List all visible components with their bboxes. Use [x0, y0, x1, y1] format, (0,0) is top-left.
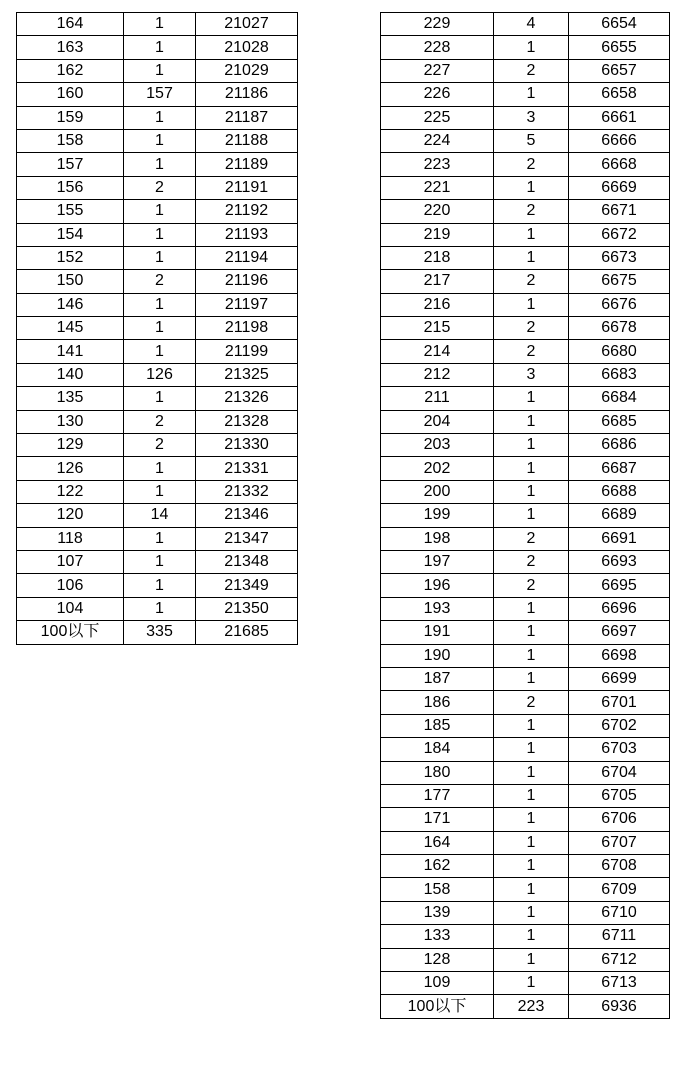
score-cell: 158	[381, 878, 494, 901]
count-cell: 1	[124, 387, 196, 410]
score-cell: 155	[17, 200, 124, 223]
count-cell: 1	[494, 901, 569, 924]
score-cell: 199	[381, 504, 494, 527]
count-cell: 126	[124, 363, 196, 386]
table-row	[381, 831, 670, 854]
count-cell: 1	[494, 457, 569, 480]
table-row	[381, 527, 670, 550]
table-row	[381, 597, 670, 620]
count-cell: 157	[124, 83, 196, 106]
score-cell: 158	[17, 129, 124, 152]
cumulative-cell: 21331	[196, 457, 298, 480]
cumulative-cell: 6684	[569, 387, 670, 410]
cumulative-cell: 21198	[196, 317, 298, 340]
cumulative-cell: 6671	[569, 200, 670, 223]
cumulative-cell: 6668	[569, 153, 670, 176]
table-row	[17, 574, 298, 597]
score-cell: 203	[381, 434, 494, 457]
table-row	[381, 270, 670, 293]
count-cell: 1	[494, 925, 569, 948]
score-cell: 150	[17, 270, 124, 293]
count-cell: 1	[124, 317, 196, 340]
score-cell: 157	[17, 153, 124, 176]
count-cell: 1	[124, 106, 196, 129]
table-row	[381, 948, 670, 971]
cumulative-cell: 6699	[569, 667, 670, 690]
table-row	[381, 691, 670, 714]
table-row	[17, 59, 298, 82]
count-cell: 1	[124, 200, 196, 223]
table-row	[381, 574, 670, 597]
cumulative-cell: 6693	[569, 550, 670, 573]
cumulative-cell: 21189	[196, 153, 298, 176]
count-cell: 14	[124, 504, 196, 527]
count-cell: 2	[124, 410, 196, 433]
cumulative-cell: 6704	[569, 761, 670, 784]
table-row	[381, 317, 670, 340]
score-cell: 202	[381, 457, 494, 480]
table-row	[381, 504, 670, 527]
table-row	[17, 457, 298, 480]
cumulative-cell: 21029	[196, 59, 298, 82]
cumulative-cell: 21196	[196, 270, 298, 293]
cumulative-cell: 6688	[569, 480, 670, 503]
cumulative-cell: 6669	[569, 176, 670, 199]
cumulative-cell: 6686	[569, 434, 670, 457]
table-row	[17, 36, 298, 59]
cumulative-cell: 6702	[569, 714, 670, 737]
score-cell: 184	[381, 738, 494, 761]
score-cell: 186	[381, 691, 494, 714]
table-row	[381, 972, 670, 995]
left-score-table	[16, 12, 298, 645]
cumulative-cell: 6657	[569, 59, 670, 82]
table-row	[17, 363, 298, 386]
count-cell: 1	[124, 480, 196, 503]
count-cell: 1	[494, 948, 569, 971]
score-cell: 129	[17, 434, 124, 457]
score-cell: 225	[381, 106, 494, 129]
score-cell: 133	[381, 925, 494, 948]
cumulative-cell: 21326	[196, 387, 298, 410]
count-cell: 1	[124, 13, 196, 36]
cumulative-cell: 6712	[569, 948, 670, 971]
cumulative-cell: 21191	[196, 176, 298, 199]
cumulative-cell: 6703	[569, 738, 670, 761]
count-cell: 1	[494, 972, 569, 995]
score-cell: 185	[381, 714, 494, 737]
cumulative-cell: 6678	[569, 317, 670, 340]
count-cell: 2	[494, 550, 569, 573]
table-row	[17, 317, 298, 340]
score-cell: 197	[381, 550, 494, 573]
score-cell: 139	[381, 901, 494, 924]
cumulative-cell: 6698	[569, 644, 670, 667]
table-row	[381, 129, 670, 152]
score-cell: 187	[381, 667, 494, 690]
count-cell: 2	[494, 317, 569, 340]
cumulative-cell: 6683	[569, 363, 670, 386]
cumulative-cell: 6658	[569, 83, 670, 106]
score-cell: 118	[17, 527, 124, 550]
table-row	[17, 13, 298, 36]
table-row	[17, 597, 298, 620]
cumulative-cell: 6709	[569, 878, 670, 901]
score-cell: 211	[381, 387, 494, 410]
cumulative-cell: 6666	[569, 129, 670, 152]
count-cell: 1	[494, 36, 569, 59]
count-cell: 2	[494, 691, 569, 714]
cumulative-cell: 21192	[196, 200, 298, 223]
count-cell: 1	[494, 504, 569, 527]
table-row	[381, 387, 670, 410]
cumulative-cell: 6697	[569, 621, 670, 644]
cumulative-cell: 21325	[196, 363, 298, 386]
score-cell: 107	[17, 550, 124, 573]
cumulative-cell: 6654	[569, 13, 670, 36]
table-row	[17, 83, 298, 106]
cumulative-cell: 6675	[569, 270, 670, 293]
count-cell: 1	[494, 410, 569, 433]
count-cell: 2	[494, 59, 569, 82]
score-cell: 130	[17, 410, 124, 433]
score-cell: 212	[381, 363, 494, 386]
table-row	[17, 129, 298, 152]
cumulative-cell: 6655	[569, 36, 670, 59]
table-row	[17, 340, 298, 363]
table-row	[381, 106, 670, 129]
cumulative-cell: 21348	[196, 550, 298, 573]
table-row	[17, 246, 298, 269]
score-cell: 229	[381, 13, 494, 36]
table-row	[381, 340, 670, 363]
count-cell: 1	[494, 597, 569, 620]
count-cell: 1	[124, 527, 196, 550]
cumulative-cell: 6701	[569, 691, 670, 714]
table-row	[17, 106, 298, 129]
score-cell: 198	[381, 527, 494, 550]
count-cell: 1	[494, 83, 569, 106]
count-cell: 1	[124, 457, 196, 480]
table-row	[381, 550, 670, 573]
table-row	[381, 621, 670, 644]
count-cell: 1	[494, 434, 569, 457]
score-cell: 204	[381, 410, 494, 433]
count-cell: 1	[494, 714, 569, 737]
count-cell: 2	[124, 176, 196, 199]
cumulative-cell: 21186	[196, 83, 298, 106]
score-cell: 221	[381, 176, 494, 199]
score-cell: 223	[381, 153, 494, 176]
count-cell: 1	[494, 480, 569, 503]
count-cell: 2	[494, 340, 569, 363]
score-cell: 100以下	[17, 621, 124, 644]
score-cell: 215	[381, 317, 494, 340]
table-row	[17, 621, 298, 644]
table-row	[17, 480, 298, 503]
score-cell: 154	[17, 223, 124, 246]
score-cell: 120	[17, 504, 124, 527]
table-row	[381, 59, 670, 82]
table-row	[381, 200, 670, 223]
count-cell: 1	[124, 153, 196, 176]
cumulative-cell: 21328	[196, 410, 298, 433]
cumulative-cell: 6661	[569, 106, 670, 129]
score-cell: 106	[17, 574, 124, 597]
score-cell: 214	[381, 340, 494, 363]
table-row	[381, 223, 670, 246]
score-cell: 162	[381, 855, 494, 878]
cumulative-cell: 21188	[196, 129, 298, 152]
count-cell: 2	[124, 270, 196, 293]
count-cell: 1	[494, 387, 569, 410]
count-cell: 1	[124, 550, 196, 573]
table-row	[381, 714, 670, 737]
table-row	[17, 527, 298, 550]
score-cell: 128	[381, 948, 494, 971]
count-cell: 1	[494, 176, 569, 199]
score-cell: 190	[381, 644, 494, 667]
count-cell: 1	[494, 223, 569, 246]
cumulative-cell: 21028	[196, 36, 298, 59]
table-row	[381, 808, 670, 831]
score-cell: 156	[17, 176, 124, 199]
count-cell: 2	[494, 200, 569, 223]
cumulative-cell: 6936	[569, 995, 670, 1018]
score-cell: 122	[17, 480, 124, 503]
table-row	[381, 363, 670, 386]
score-cell: 218	[381, 246, 494, 269]
cumulative-cell: 21685	[196, 621, 298, 644]
table-row	[381, 36, 670, 59]
table-row	[17, 153, 298, 176]
count-cell: 1	[124, 36, 196, 59]
count-cell: 2	[494, 574, 569, 597]
count-cell: 1	[494, 621, 569, 644]
cumulative-cell: 6676	[569, 293, 670, 316]
left-table-body	[17, 13, 298, 645]
score-cell: 228	[381, 36, 494, 59]
score-cell: 163	[17, 36, 124, 59]
score-cell: 171	[381, 808, 494, 831]
table-row	[17, 410, 298, 433]
table-row	[381, 901, 670, 924]
count-cell: 3	[494, 106, 569, 129]
score-cell: 160	[17, 83, 124, 106]
score-cell: 227	[381, 59, 494, 82]
cumulative-cell: 6705	[569, 784, 670, 807]
table-row	[17, 270, 298, 293]
cumulative-cell: 6711	[569, 925, 670, 948]
count-cell: 1	[124, 129, 196, 152]
count-cell: 2	[494, 270, 569, 293]
count-cell: 4	[494, 13, 569, 36]
cumulative-cell: 6710	[569, 901, 670, 924]
score-cell: 217	[381, 270, 494, 293]
table-row	[381, 83, 670, 106]
table-row	[17, 434, 298, 457]
score-cell: 146	[17, 293, 124, 316]
table-row	[381, 434, 670, 457]
cumulative-cell: 6713	[569, 972, 670, 995]
right-score-table	[380, 12, 670, 1019]
table-row	[381, 644, 670, 667]
cumulative-cell: 21350	[196, 597, 298, 620]
table-row	[381, 995, 670, 1018]
score-cell: 219	[381, 223, 494, 246]
score-cell: 164	[381, 831, 494, 854]
count-cell: 1	[494, 878, 569, 901]
table-row	[381, 153, 670, 176]
count-cell: 1	[494, 293, 569, 316]
cumulative-cell: 6687	[569, 457, 670, 480]
count-cell: 1	[494, 808, 569, 831]
score-cell: 180	[381, 761, 494, 784]
table-row	[381, 176, 670, 199]
score-cell: 216	[381, 293, 494, 316]
score-cell: 104	[17, 597, 124, 620]
count-cell: 1	[124, 246, 196, 269]
count-cell: 1	[124, 574, 196, 597]
count-cell: 1	[494, 831, 569, 854]
count-cell: 1	[124, 223, 196, 246]
cumulative-cell: 21347	[196, 527, 298, 550]
cumulative-cell: 6673	[569, 246, 670, 269]
table-row	[381, 761, 670, 784]
cumulative-cell: 21332	[196, 480, 298, 503]
cumulative-cell: 21187	[196, 106, 298, 129]
cumulative-cell: 21194	[196, 246, 298, 269]
right-table-body	[381, 13, 670, 1019]
cumulative-cell: 21193	[196, 223, 298, 246]
count-cell: 335	[124, 621, 196, 644]
score-cell: 152	[17, 246, 124, 269]
cumulative-cell: 6680	[569, 340, 670, 363]
count-cell: 1	[124, 59, 196, 82]
cumulative-cell: 6707	[569, 831, 670, 854]
count-cell: 1	[494, 738, 569, 761]
score-cell: 162	[17, 59, 124, 82]
cumulative-cell: 21330	[196, 434, 298, 457]
score-cell: 135	[17, 387, 124, 410]
table-row	[381, 457, 670, 480]
table-row	[381, 784, 670, 807]
score-cell: 140	[17, 363, 124, 386]
count-cell: 2	[494, 527, 569, 550]
cumulative-cell: 6689	[569, 504, 670, 527]
cumulative-cell: 6706	[569, 808, 670, 831]
score-cell: 109	[381, 972, 494, 995]
score-cell: 126	[17, 457, 124, 480]
score-cell: 159	[17, 106, 124, 129]
table-row	[17, 387, 298, 410]
table-row	[381, 480, 670, 503]
count-cell: 1	[494, 644, 569, 667]
score-cell: 196	[381, 574, 494, 597]
table-row	[381, 246, 670, 269]
table-row	[17, 293, 298, 316]
count-cell: 2	[124, 434, 196, 457]
count-cell: 1	[124, 597, 196, 620]
cumulative-cell: 6691	[569, 527, 670, 550]
count-cell: 5	[494, 129, 569, 152]
cumulative-cell: 6708	[569, 855, 670, 878]
count-cell: 1	[494, 784, 569, 807]
count-cell: 3	[494, 363, 569, 386]
table-row	[381, 738, 670, 761]
table-row	[17, 176, 298, 199]
score-cell: 177	[381, 784, 494, 807]
table-row	[381, 878, 670, 901]
cumulative-cell: 6672	[569, 223, 670, 246]
table-row	[381, 855, 670, 878]
table-row	[381, 925, 670, 948]
cumulative-cell: 21346	[196, 504, 298, 527]
score-cell: 100以下	[381, 995, 494, 1018]
table-row	[17, 200, 298, 223]
cumulative-cell: 6685	[569, 410, 670, 433]
table-row	[17, 504, 298, 527]
cumulative-cell: 6696	[569, 597, 670, 620]
table-row	[381, 293, 670, 316]
count-cell: 2	[494, 153, 569, 176]
score-cell: 220	[381, 200, 494, 223]
score-cell: 226	[381, 83, 494, 106]
count-cell: 1	[124, 293, 196, 316]
table-row	[381, 13, 670, 36]
table-row	[17, 223, 298, 246]
cumulative-cell: 21197	[196, 293, 298, 316]
score-cell: 200	[381, 480, 494, 503]
score-cell: 145	[17, 317, 124, 340]
count-cell: 1	[494, 246, 569, 269]
table-row	[381, 667, 670, 690]
table-row	[17, 550, 298, 573]
table-row	[381, 410, 670, 433]
score-cell: 224	[381, 129, 494, 152]
count-cell: 1	[494, 855, 569, 878]
score-cell: 191	[381, 621, 494, 644]
count-cell: 1	[494, 667, 569, 690]
score-cell: 193	[381, 597, 494, 620]
count-cell: 223	[494, 995, 569, 1018]
cumulative-cell: 21349	[196, 574, 298, 597]
cumulative-cell: 21027	[196, 13, 298, 36]
count-cell: 1	[494, 761, 569, 784]
score-cell: 164	[17, 13, 124, 36]
score-cell: 141	[17, 340, 124, 363]
cumulative-cell: 6695	[569, 574, 670, 597]
cumulative-cell: 21199	[196, 340, 298, 363]
count-cell: 1	[124, 340, 196, 363]
